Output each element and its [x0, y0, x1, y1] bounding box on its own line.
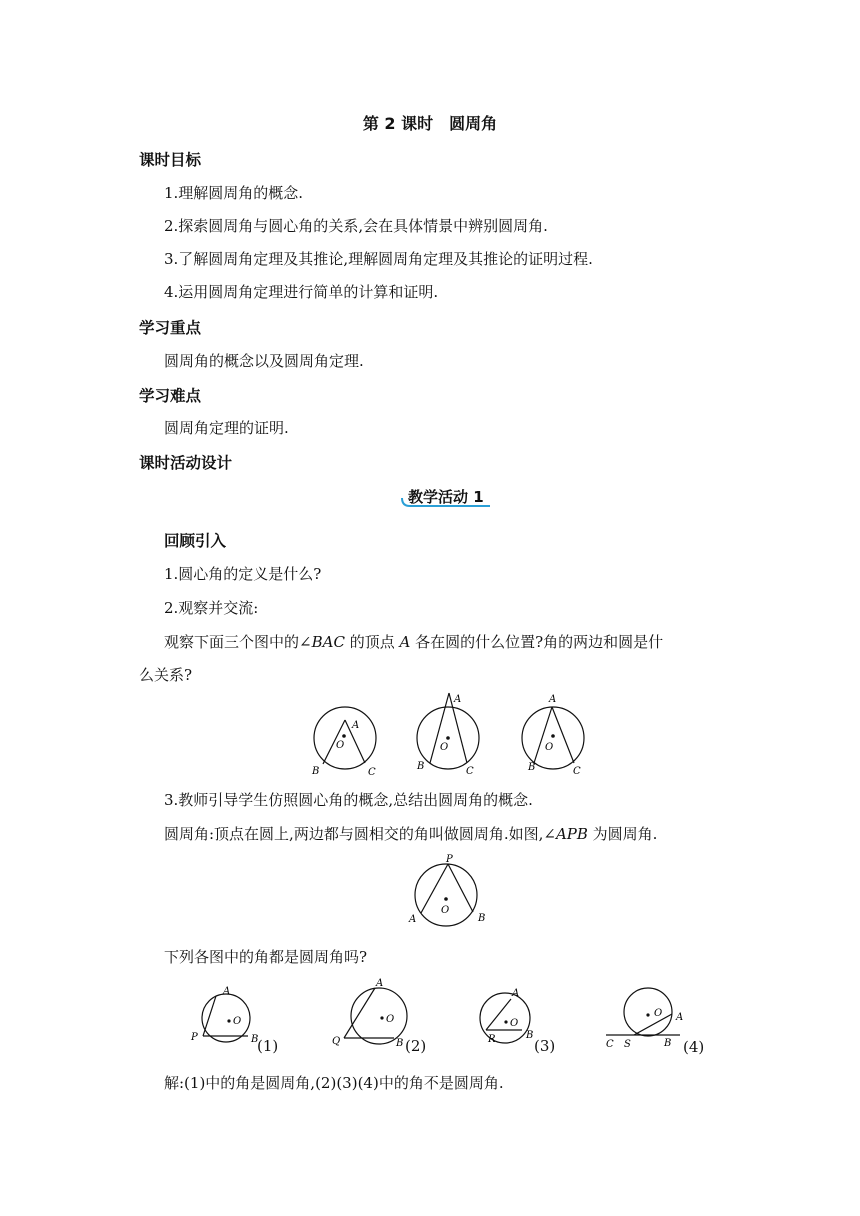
figure-q4-tag: (4) [683, 1038, 705, 1056]
definition-line [164, 823, 657, 844]
label-A: A [223, 986, 231, 997]
question-inscribed: 下列各图中的角都是圆周角吗? [164, 948, 368, 966]
figure-q2-tag: (2) [405, 1037, 427, 1055]
label-B: B [251, 1034, 258, 1045]
banner-label: 教学活动 1 [408, 488, 484, 506]
label-O: O [336, 740, 345, 751]
goal-item-2: 2.探索圆周角与圆心角的关系,会在具体情景中辨别圆周角. [164, 217, 548, 235]
label-R: R [488, 1034, 496, 1045]
figure-q4 [604, 984, 684, 1048]
figure-q1-tag: (1) [257, 1037, 279, 1055]
figure-inscribed-angle-apb [404, 852, 488, 930]
figure-vertex-on-circle [516, 690, 596, 776]
difficulty-text: 圆周角定理的证明. [164, 419, 289, 437]
label-C: C [466, 766, 474, 776]
label-O: O [510, 1018, 519, 1029]
observe-line-2: 么关系? [139, 666, 193, 684]
label-B: B [312, 766, 320, 776]
label-B: B [664, 1038, 672, 1048]
question-2: 2.观察并交流: [164, 599, 259, 617]
label-O: O [386, 1014, 395, 1025]
label-A: A [352, 720, 360, 731]
label-P: P [446, 854, 453, 865]
label-O: O [441, 905, 450, 916]
goal-item-1: 1.理解圆周角的概念. [164, 184, 304, 202]
observe-text-a: 观察下面三个图中的 [164, 633, 300, 651]
figure-vertex-inside [306, 700, 384, 776]
label-B: B [478, 913, 486, 924]
key-heading: 学习重点 [139, 319, 202, 337]
label-A: A [376, 978, 384, 989]
label-A: A [549, 694, 557, 705]
page-title: 第 2 课时 圆周角 [362, 114, 498, 133]
question-1: 1.圆心角的定义是什么? [164, 565, 322, 583]
label-S: S [624, 1039, 631, 1048]
label-O: O [545, 742, 554, 753]
definition-text-b: 为圆周角. [587, 825, 658, 843]
label-A: A [454, 694, 462, 705]
design-heading: 课时活动设计 [139, 454, 233, 472]
observe-angle: ∠BAC [299, 633, 345, 651]
label-Q: Q [332, 1036, 341, 1047]
activity-banner [400, 484, 492, 508]
observe-vertex: A [399, 633, 411, 651]
figure-q1 [188, 982, 258, 1046]
figure-q2 [328, 976, 408, 1048]
answer-text: 解:(1)中的角是圆周角,(2)(3)(4)中的角不是圆周角. [164, 1074, 504, 1092]
label-P: P [191, 1032, 198, 1043]
question-3: 3.教师引导学生仿照圆心角的概念,总结出圆周角的概念. [164, 791, 533, 809]
key-text: 圆周角的概念以及圆周角定理. [164, 352, 364, 370]
label-O: O [440, 742, 449, 753]
label-A: A [512, 988, 520, 999]
goal-item-4: 4.运用圆周角定理进行简单的计算和证明. [164, 283, 439, 301]
label-C: C [606, 1039, 614, 1048]
goal-item-3: 3.了解圆周角定理及其推论,理解圆周角定理及其推论的证明过程. [164, 250, 593, 268]
observe-line-1 [164, 631, 663, 652]
figure-vertex-outside [410, 690, 488, 776]
goals-heading: 课时目标 [139, 151, 202, 169]
definition-angle: ∠APB [543, 825, 588, 843]
label-B: B [417, 761, 425, 772]
observe-text-b: 的顶点 [344, 633, 400, 651]
label-B: B [528, 762, 536, 773]
label-O: O [233, 1016, 242, 1027]
definition-text-a: 圆周角:顶点在圆上,两边都与圆相交的角叫做圆周角.如图, [164, 825, 544, 843]
observe-text-c: 各在圆的什么位置?角的两边和圆是什 [410, 633, 664, 651]
review-heading: 回顾引入 [164, 532, 227, 550]
difficulty-heading: 学习难点 [139, 387, 202, 405]
figure-q3-tag: (3) [534, 1037, 556, 1055]
label-A: A [409, 914, 417, 925]
label-C: C [573, 766, 581, 776]
figure-q3 [474, 984, 542, 1048]
label-B: B [396, 1038, 404, 1048]
label-O: O [654, 1008, 663, 1019]
label-A: A [676, 1012, 684, 1023]
label-C: C [368, 767, 376, 776]
label-B: B [526, 1030, 534, 1041]
